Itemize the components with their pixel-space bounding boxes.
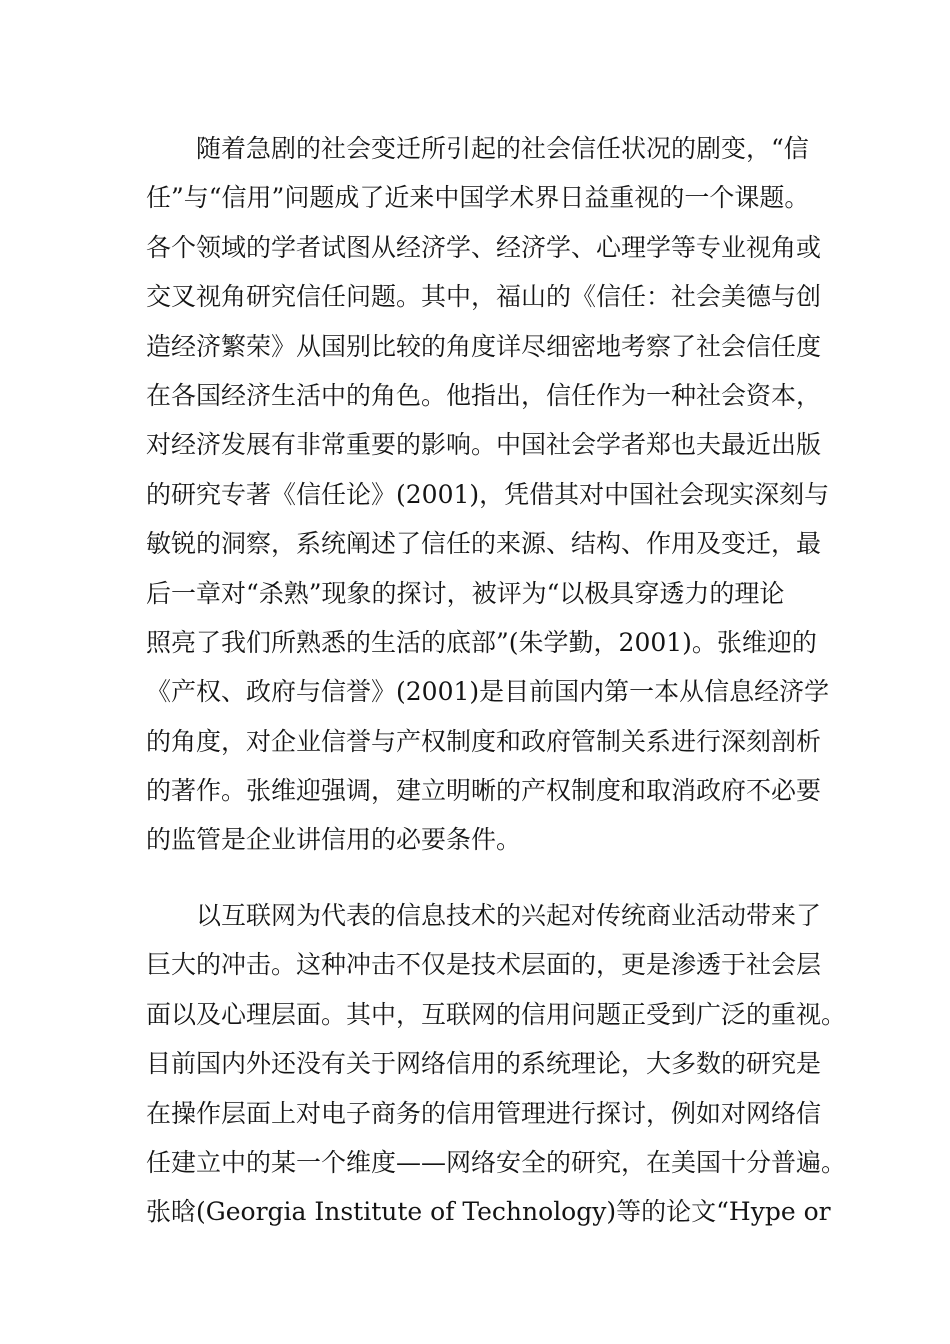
text-line: 巨大的冲击。这种冲击不仅是技术层面的，更是渗透于社会层: [146, 950, 822, 980]
text-line: 交叉视角研究信任问题。其中，福山的《信任：社会美德与创: [146, 282, 822, 312]
text-line: 的研究专著《信任论》(2001)，凭借其对中国社会现实深刻与: [146, 479, 830, 509]
paragraph-2: [146, 891, 847, 1237]
text-line: 在各国经济生活中的角色。他指出，信任作为一种社会资本，: [146, 380, 822, 410]
text-line: 的角度，对企业信誉与产权制度和政府管制关系进行深刻剖析: [146, 726, 822, 756]
text-line: 照亮了我们所熟悉的生活的底部”(朱学勤，2001)。张维迎的: [146, 627, 817, 657]
text-line: 以互联网为代表的信息技术的兴起对传统商业活动带来了: [196, 901, 822, 930]
paragraph-1: [146, 124, 836, 865]
text-line: 对经济发展有非常重要的影响。中国社会学者郑也夫最近出版: [146, 430, 822, 460]
text-line: 的监管是企业讲信用的必要条件。: [146, 825, 522, 855]
text-line: 目前国内外还没有关于网络信用的系统理论，大多数的研究是: [146, 1049, 822, 1079]
text-line: 造经济繁荣》从国别比较的角度详尽细密地考察了社会信任度: [146, 331, 822, 361]
text-line: 张晗(Georgia Institute of Technology)等的论文“Hype or: [146, 1197, 831, 1227]
text-line: 《产权、政府与信誉》(2001)是目前国内第一本从信息经济学: [146, 677, 830, 707]
text-line: 面以及心理层面。其中，互联网的信用问题正受到广泛的重视。: [146, 999, 847, 1029]
text-line: 各个领域的学者试图从经济学、经济学、心理学等专业视角或: [146, 232, 822, 262]
text-line: 随着急剧的社会变迁所引起的社会信任状况的剧变，“信: [196, 134, 809, 163]
text-line: 在操作层面上对电子商务的信用管理进行探讨，例如对网络信: [146, 1098, 822, 1128]
text-line: 任”与“信用”问题成了近来中国学术界日益重视的一个课题。: [146, 183, 810, 213]
text-line: 后一章对“杀熟”现象的探讨，被评为“以极具穿透力的理论: [146, 578, 785, 608]
text-line: 敏锐的洞察，系统阐述了信任的来源、结构、作用及变迁，最: [146, 529, 822, 559]
text-line: 任建立中的某一个维度——网络安全的研究，在美国十分普遍。: [146, 1147, 847, 1177]
text-line: 的著作。张维迎强调，建立明晰的产权制度和取消政府不必要: [146, 776, 822, 806]
